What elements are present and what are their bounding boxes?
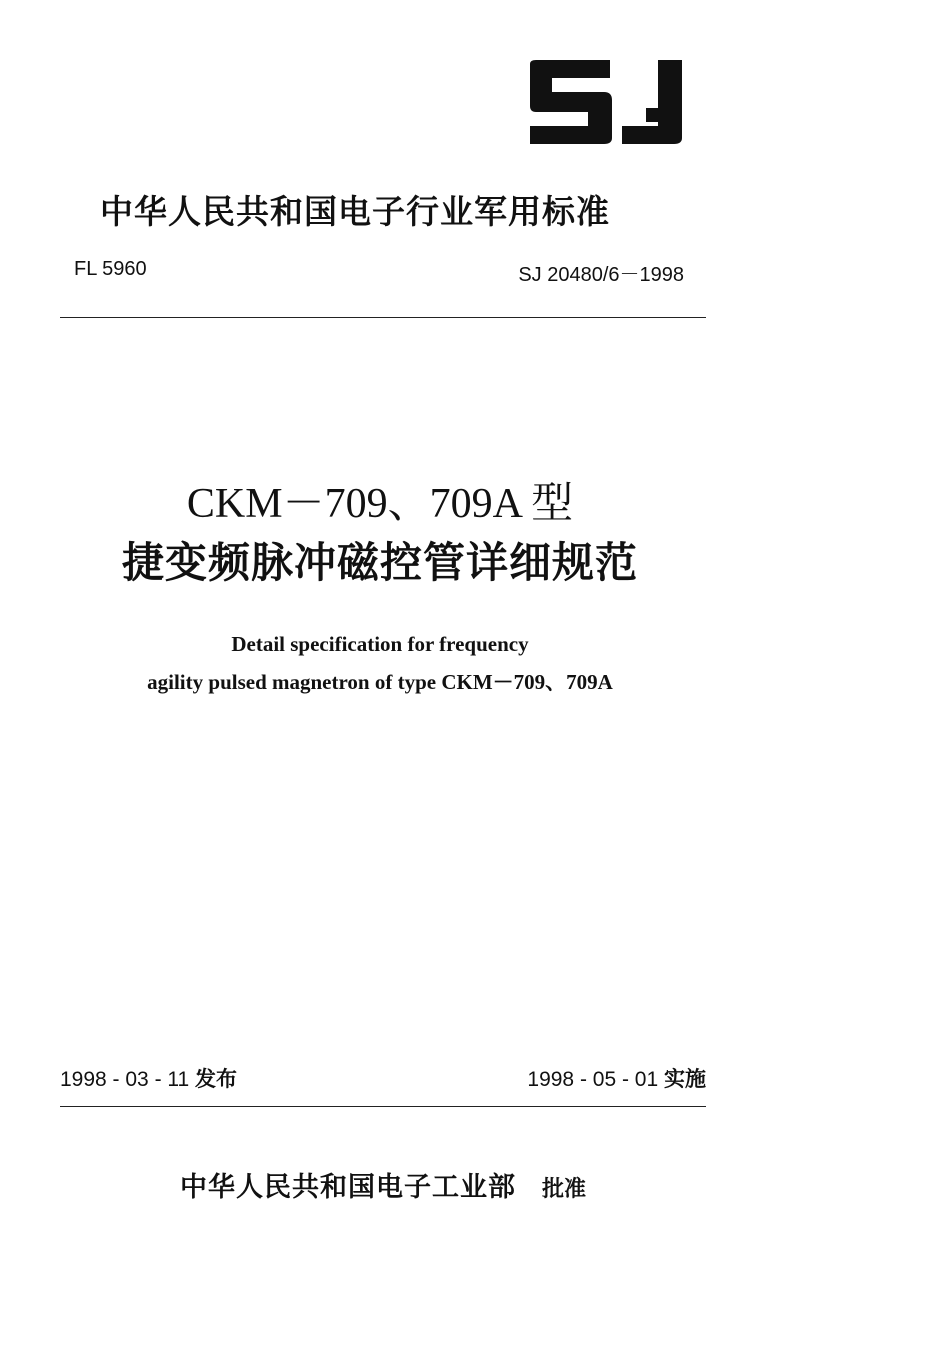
- header-divider: [60, 317, 706, 318]
- document-title-chinese: 捷变频脉冲磁控管详细规范: [121, 538, 638, 587]
- issue-date-value: 1998 - 03 - 11: [60, 1068, 190, 1091]
- standard-category-title: 中华人民共和国电子行业军用标准: [100, 192, 610, 231]
- issue-date: [60, 1063, 237, 1093]
- english-title-line2: agility pulsed magnetron of type CKM－709、709A: [147, 670, 613, 694]
- implementation-date-label: 实施: [664, 1067, 706, 1091]
- approving-organization: 中华人民共和国电子工业部: [180, 1172, 516, 1203]
- sj-logo: [526, 56, 686, 148]
- sj-logo-mark: [526, 56, 686, 148]
- english-title-line1: Detail specification for frequency: [231, 632, 529, 656]
- approval-action: 批准: [542, 1177, 587, 1202]
- standard-number: SJ 20480/6－1998: [518, 264, 684, 286]
- footer-divider: [60, 1106, 706, 1107]
- approving-authority: [180, 1165, 586, 1204]
- issue-date-label: 发布: [195, 1067, 238, 1091]
- implementation-date-value: 1998 - 05 - 01: [527, 1068, 659, 1091]
- classification-code: FL 5960: [74, 258, 147, 280]
- document-title-model: CKM－709、709A 型: [186, 481, 574, 527]
- implementation-date: [527, 1063, 706, 1093]
